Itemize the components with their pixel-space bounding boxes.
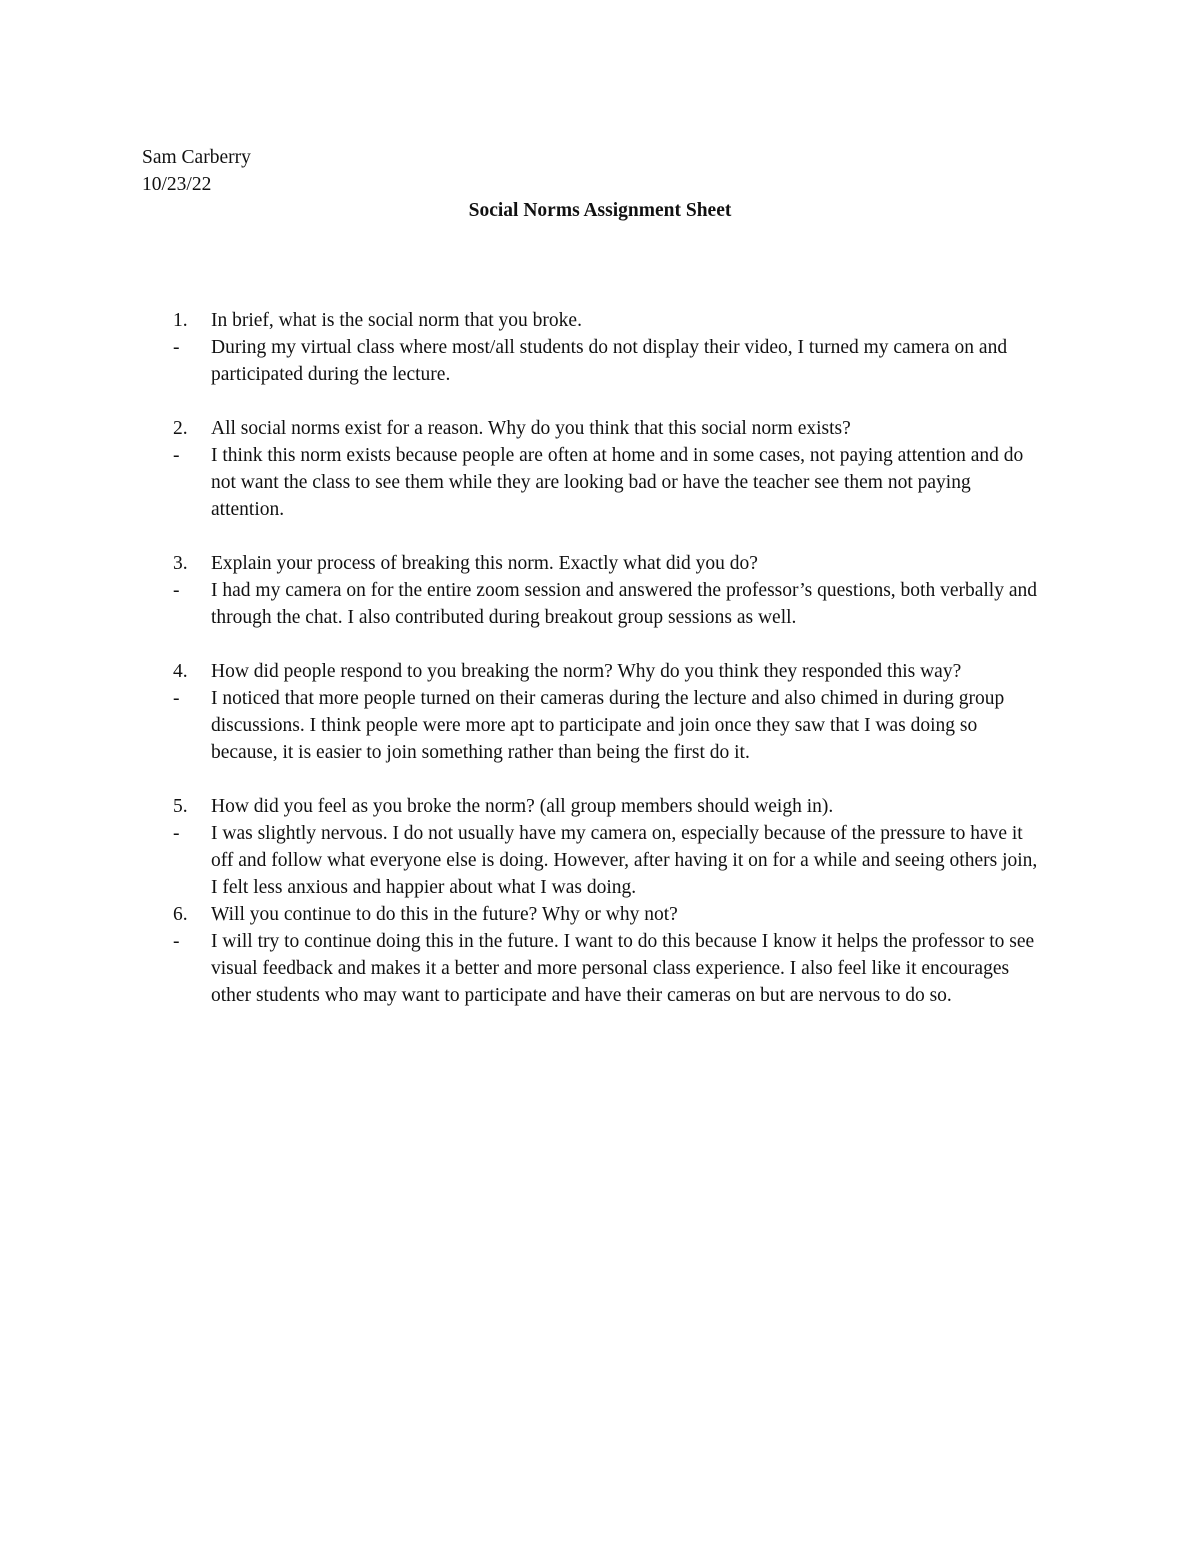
question-text: Will you continue to do this in the future? Why or why not? [211, 904, 678, 925]
question-item-2 [173, 415, 1073, 523]
question-text: How did people respond to you breaking the norm? Why do you think they responded this way? [211, 661, 962, 682]
author-name: Sam Carberry [142, 147, 251, 168]
question-number: 5. [173, 796, 188, 817]
question-text: All social norms exist for a reason. Why do you think that this social norm exists? [211, 418, 851, 439]
answer-dash: - [173, 823, 180, 844]
question-row [173, 550, 1073, 577]
question-item-5 [173, 793, 1073, 901]
answer-text: I think this norm exists because people are often at home and in some cases, not paying attention and do not want the class to see them while they are looking bad or have the teacher see them not paying attention. [211, 445, 1024, 520]
question-row [173, 658, 1073, 685]
answer-row [173, 577, 1073, 631]
answer-text: I was slightly nervous. I do not usually have my camera on, especially because of the pressure to have it off and follow what everyone else is doing. However, after having it on for a while and seeing others join, I felt less anxious and happier about what I was doing. [211, 823, 1038, 898]
answer-row [173, 334, 1073, 388]
answer-text: I had my camera on for the entire zoom session and answered the professor’s questions, both verbally and through the chat. I also contributed during breakout group sessions as well. [211, 580, 1037, 628]
answer-dash: - [173, 445, 180, 466]
answer-row [173, 928, 1073, 1009]
question-number: 6. [173, 904, 188, 925]
question-row [173, 901, 1073, 928]
question-row [173, 307, 1073, 334]
document-title: Social Norms Assignment Sheet [468, 200, 732, 221]
answer-text: I noticed that more people turned on their cameras during the lecture and also chimed in during group discussions. I think people were more apt to participate and join once they saw that I was doing so because, it is easier to join something rather than being the first do it. [211, 688, 1005, 763]
question-list [173, 307, 1073, 1009]
question-item-6 [173, 901, 1073, 1009]
document-date: 10/23/22 [142, 174, 212, 195]
answer-dash: - [173, 580, 180, 601]
question-text: In brief, what is the social norm that you broke. [211, 310, 582, 331]
answer-row [173, 820, 1073, 901]
question-row [173, 415, 1073, 442]
question-item-4 [173, 658, 1073, 766]
document-header [142, 144, 251, 198]
question-number: 1. [173, 310, 188, 331]
answer-text: I will try to continue doing this in the future. I want to do this because I know it helps the professor to see visual feedback and makes it a better and more personal class experience. I also feel like it encourages other students who may want to participate and have their cameras on but are nervous to do so. [211, 931, 1035, 1006]
question-item-3 [173, 550, 1073, 631]
answer-dash: - [173, 688, 180, 709]
answer-dash: - [173, 337, 180, 358]
question-number: 2. [173, 418, 188, 439]
question-item-1 [173, 307, 1073, 388]
question-number: 4. [173, 661, 188, 682]
question-number: 3. [173, 553, 188, 574]
answer-text: During my virtual class where most/all students do not display their video, I turned my camera on and participated during the lecture. [211, 337, 1008, 385]
answer-row [173, 442, 1073, 523]
question-text: How did you feel as you broke the norm? (all group members should weigh in). [211, 796, 834, 817]
answer-row [173, 685, 1073, 766]
question-row [173, 793, 1073, 820]
answer-dash: - [173, 931, 180, 952]
question-text: Explain your process of breaking this norm. Exactly what did you do? [211, 553, 758, 574]
